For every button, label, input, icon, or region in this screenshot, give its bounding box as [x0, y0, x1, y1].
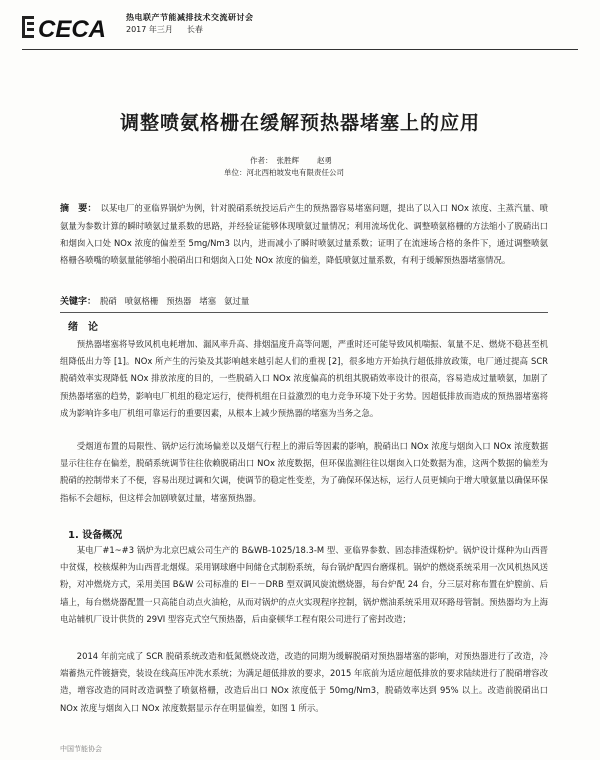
keywords	[60, 294, 548, 309]
header-divider	[22, 49, 578, 50]
section-1-paragraph-1: 某电厂#1~#3 锅炉为北京巴威公司生产的 B&WB-1025/18.3-M 型、亚临界参数、固态排渣煤粉炉。锅炉设计煤种为山西晋中贫煤，校核煤种为山西晋北烟煤。采用钢球磨中间储仓式制粉系统，每台锅炉配四台磨煤机。锅炉的燃烧系统采用一次风机热风送粉，对冲燃烧方式，采用美国 B&W 公司标准的 EI－－DRB 型双调风旋流燃烧器，每台炉配 24 台，分三层对称布置在炉膛前、后墙上，每台燃烧器配置一只高能自动点火油枪，从而对锅炉的点火实现程序控制，锅炉燃油系统采用双环路母管制。预热器均为上海电站辅机厂设计供货的 29VI 型容克式空气预热器，后由豪顿华工程有限公司进行了密封改造；	[60, 545, 548, 624]
ceca-logo-graphic	[22, 8, 120, 44]
authors-line	[250, 155, 332, 167]
intro-paragraph-2: 受烟道布置的局限性、锅炉运行流场偏差以及烟气行程上的滞后等因素的影响，脱硝出口 NOx 浓度与烟囱入口 NOx 浓度数据显示往往存在偏差，脱硝系统调节往往依赖脱硝出口 NOx 浓度数据，但环保监测往往以烟囱入口处数据为准，这两个数据的偏差为脱硝的控制带来了不便，容易出现过调和欠调，使调节的稳定性变差，为了确保环保达标，运行人员更倾向于增大喷氨量以确保环保指标不会超标，但这样会加剧喷氨过量，堵塞预热器。	[60, 441, 548, 503]
intro-paragraph-1: 预热器堵塞将导致风机电耗增加、漏风率升高、排烟温度升高等问题，严重时还可能导致风机喘振、氧量不足、燃烧不稳甚至机组降低出力等 [1]。NOx 所产生的污染及其影响越来越引起人们的重视 [2]，很多地方开始执行超低排放政策，电厂通过提高 SCR 脱硝效率实现降低 NOx 排放浓度的目的，一些脱硝入口 NOx 浓度偏高的机组其脱硝效率设计的很高，容易造成过量喷氨，加剧了预热器堵塞的趋势，影响电厂机组的稳定运行，使得机组在日益激烈的电力竞争环境下处于劣势。因超低排放而造成的预热器堵塞将成为影响许多电厂机组可靠运行的重要因素，从根本上减少预热器的堵塞为当务之急。	[60, 339, 548, 418]
affiliation-label: 单位：	[224, 168, 247, 177]
ceca-logo	[22, 8, 120, 44]
abstract	[60, 200, 548, 269]
abstract-label: 摘 要：	[60, 204, 97, 214]
keyword: 脱硝	[100, 296, 117, 306]
authors-label: 作者：	[250, 156, 273, 165]
meeting-location: 长春	[186, 25, 203, 34]
affiliation-line	[224, 167, 344, 179]
logo-text: CECA	[38, 16, 107, 43]
author-1: 张胜辉	[276, 156, 299, 165]
keywords-label: 关键字：	[60, 297, 97, 307]
keyword: 预热器	[166, 296, 192, 306]
keyword: 氨过量	[224, 296, 250, 306]
page-footer: 中国节能协会	[60, 745, 102, 753]
abstract-divider	[60, 312, 548, 313]
meeting-info	[126, 24, 254, 36]
section-1-heading: 1. 设备概况	[68, 530, 123, 541]
keyword: 堵塞	[199, 296, 217, 306]
author-2: 赵勇	[317, 156, 332, 165]
section-1-paragraph-2: 2014 年前完成了 SCR 脱硝系统改造和低氮燃烧改造，改造的同期为缓解脱硝对预热器堵塞的影响，对预热器进行了改造，冷端蓄热元件镀搪瓷，装设在线高压冲洗水系统；为满足超低排放的要求，2015 年底前为适应超低排放的要求陆续进行了脱硝增容改造，增容改造的同时改造调整了喷氨格栅，改造后出口 NOx 浓度低于 50mg/Nm3，脱硝效率达到 95% 以上。改造前脱硝出口 NOx 浓度与烟囱入口 NOx 浓度数据显示存在明显偏差，如图 1 所示。	[60, 651, 548, 713]
paper-title: 调整喷氨格栅在缓解预热器堵塞上的应用	[119, 112, 480, 134]
keyword: 喷氨格栅	[124, 296, 159, 306]
page-header	[22, 8, 578, 48]
abstract-text: 以某电厂的亚临界锅炉为例，针对脱硝系统投运后产生的预热器容易堵塞问题，提出了以入口 NOx 浓度、主蒸汽量、喷氨量为参数计算的瞬时喷氨过量系数的思路，并经验证能够体现喷氨过量情况；利用流场优化、调整喷氨格栅的方法缩小了脱硝出口和烟囱入口处 NOx 浓度的偏差至 5mg/Nm3 以内，进而减小了瞬时喷氨过量系数；证明了在流速场合格的条件下，通过调整喷氨格栅各喷嘴的喷氨量能够缩小脱硝出口和烟囱入口处 NOx 浓度的偏差，降低喷氨过量系数，有利于缓解预热器堵塞情况。	[60, 203, 548, 265]
meeting-title: 热电联产节能减排技术交流研讨会	[126, 13, 254, 22]
header-text	[126, 12, 254, 36]
intro-heading: 绪 论	[68, 322, 98, 333]
affiliation: 河北西柏坡发电有限责任公司	[246, 168, 344, 177]
meeting-date: 2017 年三月	[126, 25, 173, 34]
